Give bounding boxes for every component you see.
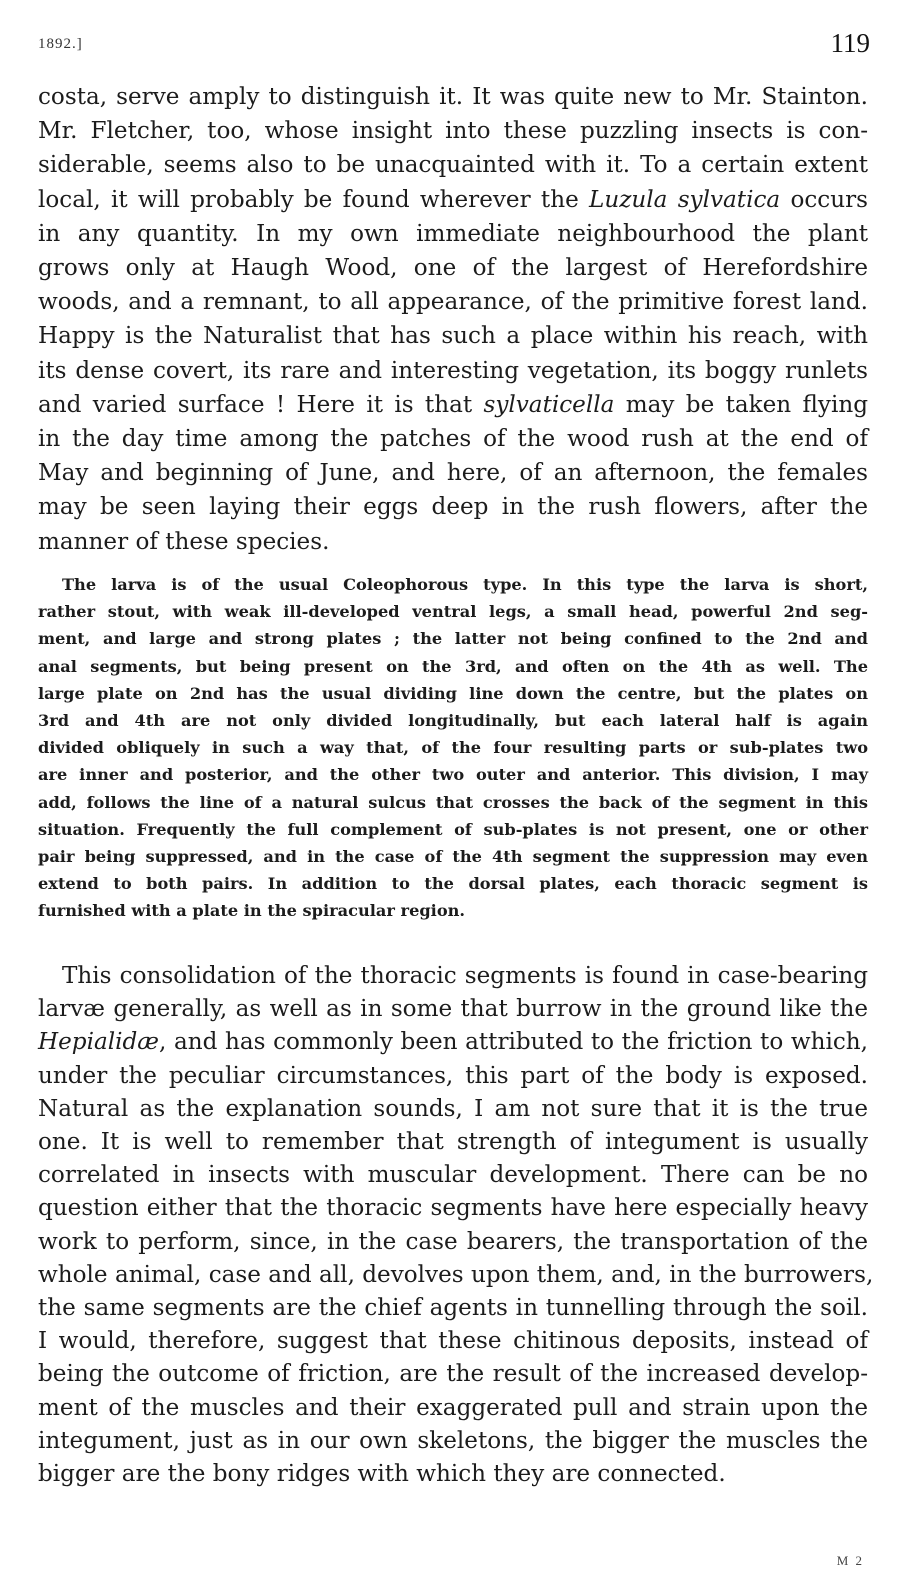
text-run: , and has commonly been attributed to the friction to which, xyxy=(159,1029,868,1056)
text-line xyxy=(38,1425,868,1458)
text-run: the same segments are the chief agents in tunnelling through the soil. xyxy=(38,1295,868,1322)
text-run: costa, serve amply to distinguish it. It was quite new to Mr. Stainton. xyxy=(38,84,868,110)
text-line xyxy=(38,734,868,761)
text-run: its dense covert, its rare and interesting vegetation, its boggy runlets xyxy=(38,357,868,384)
text-line xyxy=(38,251,868,285)
text-line xyxy=(38,422,868,456)
text-run: under the peculiar circumstances, this part of the body is exposed. xyxy=(38,1062,868,1089)
text-line xyxy=(38,148,868,182)
text-run: may be seen laying their eggs deep in the rush flowers, after the xyxy=(38,494,868,521)
italic-term: Luzula sylvatica xyxy=(589,186,781,213)
text-run: siderable, seems also to be unacquainted with it. To a certain extent xyxy=(38,152,868,179)
text-line xyxy=(38,1259,874,1292)
text-run: bigger are the bony ridges with which they are connected. xyxy=(38,1461,726,1488)
text-run: add, follows the line of a natural sulcus that crosses the back of the segment in this xyxy=(38,792,868,812)
text-line xyxy=(38,183,868,217)
header-year: 1892.] xyxy=(38,36,83,52)
text-run: rather stout, with weak ill-developed ventral legs, a small head, powerful 2nd seg- xyxy=(38,602,868,622)
text-run: pair being suppressed, and in the case of the 4th segment the suppression may even xyxy=(38,847,868,867)
text-line xyxy=(38,897,868,924)
text-run: local, it will probably be found wherever the xyxy=(38,186,590,213)
text-run: This consolidation of the thoracic segments is found in case-bearing xyxy=(62,963,868,989)
text-run: in the day time among the patches of the wood rush at the end of xyxy=(38,426,868,453)
italic-term: Hepialidæ xyxy=(38,1029,160,1056)
paragraph-larva-description xyxy=(38,571,868,925)
text-line xyxy=(38,625,868,652)
text-run: woods, and a remnant, to all appearance, of the primitive forest land. xyxy=(38,289,868,316)
text-run: Natural as the explanation sounds, I am not sure that it is the true xyxy=(38,1095,868,1122)
text-line xyxy=(38,285,868,319)
text-line xyxy=(38,80,868,114)
text-line xyxy=(38,1060,868,1093)
text-run: 3rd and 4th are not only divided longitudinally, but each lateral half is again xyxy=(38,711,868,731)
text-line xyxy=(38,319,868,353)
text-line xyxy=(38,217,868,251)
text-line xyxy=(38,843,868,870)
text-run: The larva is of the usual Coleophorous type. In this type the larva is short, xyxy=(62,575,868,594)
text-line xyxy=(38,707,868,734)
text-line xyxy=(38,1292,868,1325)
text-run: and varied surface ! Here it is that xyxy=(38,391,484,418)
text-line xyxy=(38,1392,868,1425)
text-run: question either that the thoracic segments have here especially heavy xyxy=(38,1195,868,1222)
text-line xyxy=(38,1325,868,1358)
text-run: situation. Frequently the full complement of sub-plates is not present, one or other xyxy=(38,819,868,839)
text-run: larvæ generally, as well as in some that burrow in the ground like the xyxy=(38,996,868,1023)
text-run: integument, just as in our own skeletons, the bigger the muscles the xyxy=(38,1427,868,1454)
text-run: grows only at Haugh Wood, one of the largest of Herefordshire xyxy=(38,255,868,282)
text-run: work to perform, since, in the case bearers, the transportation of the xyxy=(38,1228,868,1255)
text-line xyxy=(38,816,868,843)
text-line xyxy=(38,761,868,788)
text-run: I would, therefore, suggest that these chitinous deposits, instead of xyxy=(38,1328,868,1355)
text-run: one. It is well to remember that strength of integument is usually xyxy=(38,1129,868,1156)
text-line xyxy=(38,653,868,680)
text-line xyxy=(38,960,868,993)
text-run: manner of these species. xyxy=(38,528,330,555)
text-line xyxy=(38,789,868,816)
text-run: Mr. Fletcher, too, whose insight into these puzzling insects is con- xyxy=(38,118,868,145)
text-run: ment, and large and strong plates ; the latter not being confined to the 2nd and xyxy=(38,629,868,649)
text-line xyxy=(38,114,868,148)
text-run: Happy is the Naturalist that has such a place within his reach, with xyxy=(38,323,868,350)
text-line xyxy=(38,993,868,1026)
text-run: extend to both pairs. In addition to the dorsal plates, each thoracic segment is xyxy=(38,874,868,894)
text-line xyxy=(38,571,868,598)
text-run: in any quantity. In my own immediate neighbourhood the plant xyxy=(38,220,868,247)
text-line xyxy=(38,1159,868,1192)
text-run: whole animal, case and all, devolves upon them, and, in the burrowers, xyxy=(38,1261,874,1288)
italic-term: sylvaticella xyxy=(483,391,615,418)
text-line xyxy=(38,1026,868,1059)
text-line xyxy=(38,680,868,707)
text-line xyxy=(38,870,868,897)
text-run: anal segments, but being present on the 3rd, and often on the 4th as well. The xyxy=(38,656,868,676)
signature-mark: M 2 xyxy=(836,1553,864,1568)
paragraph-main-1 xyxy=(38,80,868,559)
text-line xyxy=(38,1093,868,1126)
text-line xyxy=(38,456,868,490)
text-run: large plate on 2nd has the usual dividing line down the centre, but the plates on xyxy=(38,683,868,703)
paragraph-main-2 xyxy=(38,960,874,1491)
text-line xyxy=(38,354,868,388)
text-line xyxy=(38,1226,868,1259)
text-line xyxy=(38,1458,868,1491)
text-run: may be taken flying xyxy=(614,391,868,418)
text-run: being the outcome of friction, are the result of the increased develop- xyxy=(38,1361,868,1388)
text-line xyxy=(38,1358,868,1391)
text-line xyxy=(38,490,868,524)
text-line xyxy=(38,525,868,559)
page-number: 119 xyxy=(830,28,870,58)
text-run: correlated in insects with muscular development. There can be no xyxy=(38,1162,868,1189)
text-run: are inner and posterior, and the other two outer and anterior. This division, I may xyxy=(38,765,868,785)
text-line xyxy=(38,388,868,422)
text-run: May and beginning of June, and here, of an afternoon, the females xyxy=(38,460,868,487)
text-run: divided obliquely in such a way that, of the four resulting parts or sub-plates two xyxy=(38,738,868,758)
text-run: furnished with a plate in the spiracular region. xyxy=(38,901,466,921)
text-run: occurs xyxy=(780,186,868,213)
running-header xyxy=(38,30,870,58)
text-line xyxy=(38,1126,868,1159)
text-run: ment of the muscles and their exaggerated pull and strain upon the xyxy=(38,1394,868,1421)
text-line xyxy=(38,1192,868,1225)
text-line xyxy=(38,598,868,625)
